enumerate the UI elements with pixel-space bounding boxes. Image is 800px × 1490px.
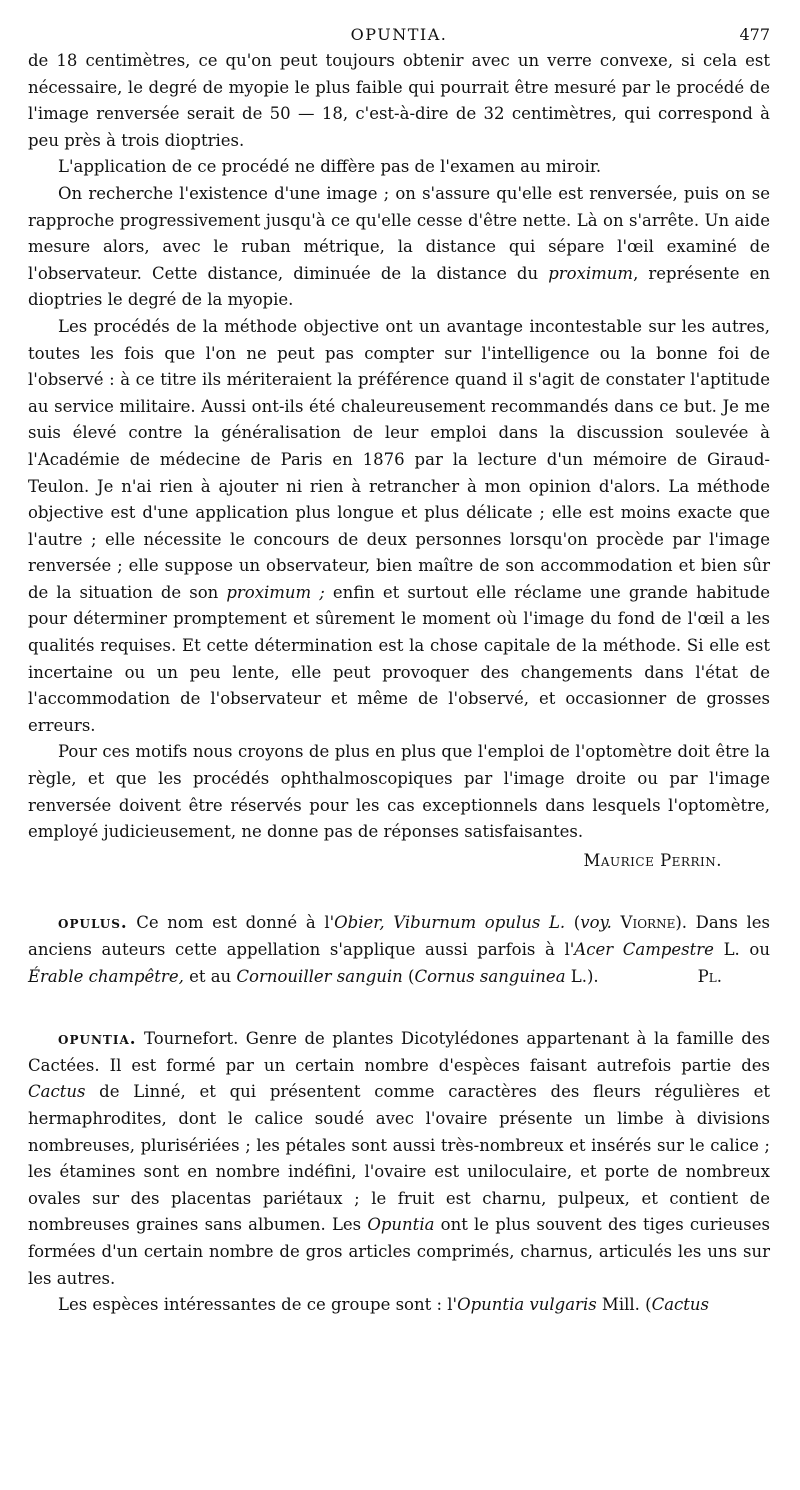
- paragraph: [28, 1292, 770, 1319]
- page-number: 477: [739, 25, 770, 44]
- text-run: L. ou: [713, 940, 770, 959]
- text-run: ont le plus souvent des tiges curieuses formées d'un certain nombre de gros articles comprimés, charnus, articulés les uns sur les autres.: [28, 1215, 770, 1288]
- italic-run: voy.: [580, 913, 612, 933]
- text-run: enfin et surtout elle réclame une grande habitude pour déterminer promptement et sûrement le moment où l'image du fond de l'œil a les qualités requises. Et cette détermination est la chose capitale de la méthode. Si elle est incertaine ou un peu lente, elle peut provoquer des changements dans l'état de l'accommodation de l'observateur et même de l'observé, et occasionner de grosses erreurs.: [28, 582, 770, 735]
- article-perrin: [28, 48, 770, 874]
- italic-run: Acer Campestre: [574, 940, 714, 959]
- italic-run: Opuntia vulgaris: [457, 1295, 597, 1315]
- paragraph: de 18 centimètres, ce qu'on peut toujours obtenir avec un verre convexe, si cela est nécessaire, le degré de myopie le plus faible qui pourrait être mesuré par le procédé de l'image renversée serait de 50 — 18, c'est-à-dire de 32 centimètres, qui correspond à peu près à trois dioptries.: [28, 51, 770, 150]
- text-run: Les espèces intéressantes de ce groupe sont : l': [58, 1295, 458, 1315]
- text-run: Mill. (: [596, 1295, 652, 1315]
- italic-run: Cactus: [651, 1295, 710, 1315]
- cross-reference: Viorne: [620, 913, 676, 933]
- text-run: L.).: [565, 966, 599, 986]
- text-run: Tournefort. Genre de plantes Dicotylédones appartenant à la famille des Cactées. Il est formé par un certain nombre d'espèces faisant autrefois partie des: [28, 1029, 770, 1075]
- text-run: [612, 913, 621, 932]
- italic-run: Cactus: [28, 1082, 86, 1102]
- text-run: On recherche l'existence d'une image ; on s'assure qu'elle est renversée, puis on se rapproche progressivement jusqu'à ce qu'elle cesse d'être nette. Là on s'arrête. Un aide mesure alors, avec le ruban métrique, la distance qui sépare l'œil examiné de l'observateur. Cette distance, diminuée de la distance du: [28, 183, 770, 283]
- text-run: de Linné, et qui présentent comme caractères des fleurs régulières et hermaphrodites, dont le calice soudé avec l'ovaire présente un limbe à divisions nombreuses, plurisériées ; les pétales sont aussi très-nombreux et insérés sur le calice ; les étamines sont en nombre indéfini, l'ovaire est uniloculaire, et porte de nombreux ovales sur des placentas pariétaux ; le fruit est charnu, pulpeux, et contient de nombreuses graines sans albumen. Les: [28, 1082, 770, 1235]
- paragraph: [28, 314, 770, 740]
- paragraph: [28, 181, 770, 314]
- paragraph: L'application de ce procédé ne diffère pas de l'examen au miroir.: [58, 157, 602, 177]
- italic-run: proximum: [548, 263, 634, 283]
- page-header: [28, 22, 770, 48]
- paragraph: Pour ces motifs nous croyons de plus en plus que l'emploi de l'optomètre doit être la règle, et que les procédés ophthalmoscopiques par l'image droite ou par l'image renversée doivent être réservés pour les cas exceptionnels dans lesquels l'optomètre, employé judicieusement, ne donne pas de réponses satisfaisantes.: [28, 742, 770, 842]
- italic-run: Cornouiller sanguin: [236, 966, 403, 986]
- text-run: (: [402, 966, 415, 986]
- author-signature: Pl.: [697, 966, 722, 986]
- italic-run: Érable champêtre,: [28, 966, 184, 986]
- text-run: et au: [183, 966, 237, 986]
- entry-opuntia: [28, 1026, 770, 1292]
- text-run: ). Dans les anciens auteurs cette appellation s'applique aussi parfois à l': [28, 913, 771, 959]
- running-title: OPUNTIA.: [350, 25, 448, 44]
- italic-run: proximum ;: [226, 582, 325, 602]
- italic-run: Cornus sanguinea: [414, 966, 566, 986]
- text-run: , représente en dioptries le degré de la myopie.: [28, 263, 770, 310]
- text-run: (: [565, 913, 581, 933]
- entry-opulus: [28, 910, 770, 990]
- italic-run: Opuntia: [367, 1215, 435, 1235]
- text-run: Ce nom est donné à l': [127, 913, 335, 933]
- author-signature: Maurice Perrin.: [583, 850, 722, 870]
- italic-run: Obier, Viburnum opulus L.: [334, 913, 566, 933]
- headword: opulus.: [58, 913, 128, 933]
- text-run: Les procédés de la méthode objective ont un avantage incontestable sur les autres, toutes les fois que l'on ne peut pas compter sur l'intelligence ou la bonne foi de l'observé : à ce titre ils mériteraient la préférence quand il s'agit de constater l'aptitude au service militaire. Aussi ont-ils été chaleureusement recommandés dans ce but. Je me suis élevé contre la généralisation de leur emploi dans la discussion soulevée à l'Académie de médecine de Paris en 1876 par la lecture d'un mémoire de Giraud-Teulon. Je n'ai rien à ajouter ni rien à retrancher à mon opinion d'alors. La méthode objective est d'une application plus longue et plus délicate ; elle est moins exacte que l'autre ; elle nécessite le concours de deux personnes lorsqu'on procède par l'image renversée ; elle suppose un observateur, bien maître de son accommodation et bien sûr de la situation de son: [28, 316, 770, 602]
- headword: opuntia.: [58, 1029, 137, 1049]
- page: [28, 22, 770, 1319]
